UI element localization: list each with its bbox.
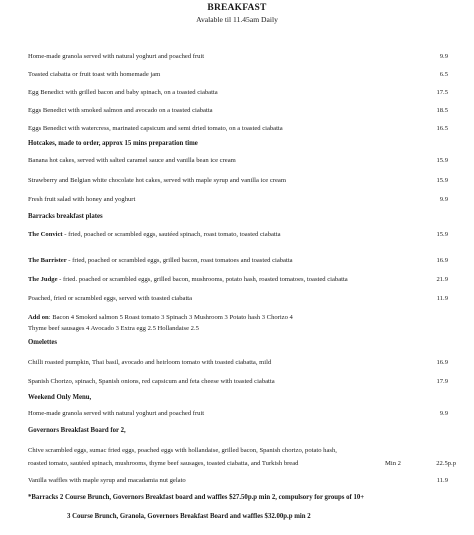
menu-item-text: Spanish Chorizo, spinach, Spanish onions, red capsicum and feta cheese with toasted ciabatta bbox=[28, 378, 275, 385]
plate-description: - fried, poached or scrambled eggs, sautéed spinach, roast tomato, toasted ciabatta bbox=[62, 231, 281, 238]
menu-item-price: 11.9 bbox=[436, 295, 448, 302]
menu-item-price: 18.5 bbox=[436, 107, 448, 114]
menu-item-price: 17.9 bbox=[436, 378, 448, 385]
menu-item-price: 9.9 bbox=[439, 53, 448, 60]
menu-subtitle: Avalable til 11.45am Daily bbox=[196, 15, 278, 24]
menu-item-text: Egg Benedict with grilled bacon and baby spinach, on a toasted ciabatta bbox=[28, 89, 218, 96]
menu-item-text: Banana hot cakes, served with salted caramel sauce and vanilla bean ice cream bbox=[28, 157, 236, 164]
menu-item-price: 21.9 bbox=[436, 276, 448, 283]
menu-item-price: 15.9 bbox=[436, 157, 448, 164]
governors-min-label: Min 2 bbox=[385, 460, 401, 467]
menu-item-convict bbox=[28, 231, 281, 238]
section-heading-hotcakes: Hotcakes, made to order, approx 15 mins preparation time bbox=[28, 140, 198, 147]
menu-item-judge bbox=[28, 276, 348, 283]
addons-list: : Bacon 4 Smoked salmon 5 Roast tomato 3 Spinach 3 Mushroom 3 Potato hash 3 Chorizo 4 bbox=[48, 314, 293, 321]
menu-item-price: 15.9 bbox=[436, 231, 448, 238]
menu-item-price: 16.9 bbox=[436, 359, 448, 366]
plate-description: - fried, poached or scrambled eggs, grilled bacon, roast tomatoes and toasted ciabatta bbox=[66, 257, 293, 264]
menu-item-price: 16.5 bbox=[436, 125, 448, 132]
menu-item-text: Fresh fruit salad with honey and yoghurt bbox=[28, 196, 136, 203]
menu-item-price: 15.9 bbox=[436, 177, 448, 184]
menu-item-text: Chilli roasted pumpkin, Thai basil, avocado and heirloom tomato with toasted ciabatta, mild bbox=[28, 359, 272, 366]
section-heading-weekend: Weekend Only Menu, bbox=[28, 394, 92, 401]
menu-item-text: Home-made granola served with natural yoghurt and poached fruit bbox=[28, 53, 205, 60]
menu-item-text: Eggs Benedict with watercress, marinated capsicum and semi dried tomato, on a toasted ciabatta bbox=[28, 125, 283, 132]
menu-item-text: Home-made granola served with natural yoghurt and poached fruit bbox=[28, 410, 205, 417]
addons-line bbox=[28, 314, 293, 321]
section-heading-omelettes: Omelettes bbox=[28, 339, 58, 346]
menu-item-text: Strawberry and Belgian white chocolate hot cakes, served with maple syrup and vanilla ice cream bbox=[28, 177, 286, 184]
menu-item-price: 9.9 bbox=[439, 410, 448, 417]
menu-item-price: 11.9 bbox=[436, 477, 448, 484]
brunch-note: *Barracks 2 Course Brunch, Governors Breakfast board and waffles $27.50p.p min 2, compulsory for groups of 10+ bbox=[28, 494, 365, 501]
menu-title: BREAKFAST bbox=[207, 3, 267, 13]
governors-price: 22.5p.p bbox=[436, 460, 456, 467]
addons-list-continued: Thyme beef sausages 4 Avocado 3 Extra egg 2.5 Hollandaise 2.5 bbox=[28, 325, 199, 332]
menu-item-price: 16.9 bbox=[436, 257, 448, 264]
section-heading-barracks: Barracks breakfast plates bbox=[28, 213, 103, 220]
plate-name: The Judge bbox=[28, 276, 58, 283]
plate-description: - fried. poached or scrambled eggs, grilled bacon, mushrooms, potato hash, roasted tomatoes, toasted ciabatta bbox=[57, 276, 348, 283]
menu-item-text: Toasted ciabatta or fruit toast with homemade jam bbox=[28, 71, 161, 78]
plate-name: The Barrister bbox=[28, 257, 67, 264]
menu-item-text: Poached, fried or scrambled eggs, served with toasted ciabatta bbox=[28, 295, 193, 302]
addons-label: Add on bbox=[28, 314, 49, 321]
menu-item-text: Eggs Benedict with smoked salmon and avocado on a toasted ciabatta bbox=[28, 107, 213, 114]
plate-name: The Convict bbox=[28, 231, 63, 238]
governors-description-continued: roasted tomato, sautéed spinach, mushrooms, thyme beef sausages, toasted ciabatta, and Turkish bread bbox=[28, 460, 299, 467]
section-heading-governors: Governors Breakfast Board for 2, bbox=[28, 427, 126, 434]
menu-item-text: Vanilla waffles with maple syrup and macadamia nut gelato bbox=[28, 477, 186, 484]
brunch-note-continued: 3 Course Brunch, Granola, Governors Breakfast Board and waffles $32.00p.p min 2 bbox=[67, 513, 311, 520]
governors-description: Chive scrambled eggs, sumac fried eggs, poached eggs with hollandaise, grilled bacon, Spanish chorizo, potato hash, bbox=[28, 447, 337, 454]
menu-item-price: 6.5 bbox=[439, 71, 448, 78]
menu-item-price: 9.9 bbox=[439, 196, 448, 203]
menu-item-barrister bbox=[28, 257, 293, 264]
menu-item-price: 17.5 bbox=[436, 89, 448, 96]
